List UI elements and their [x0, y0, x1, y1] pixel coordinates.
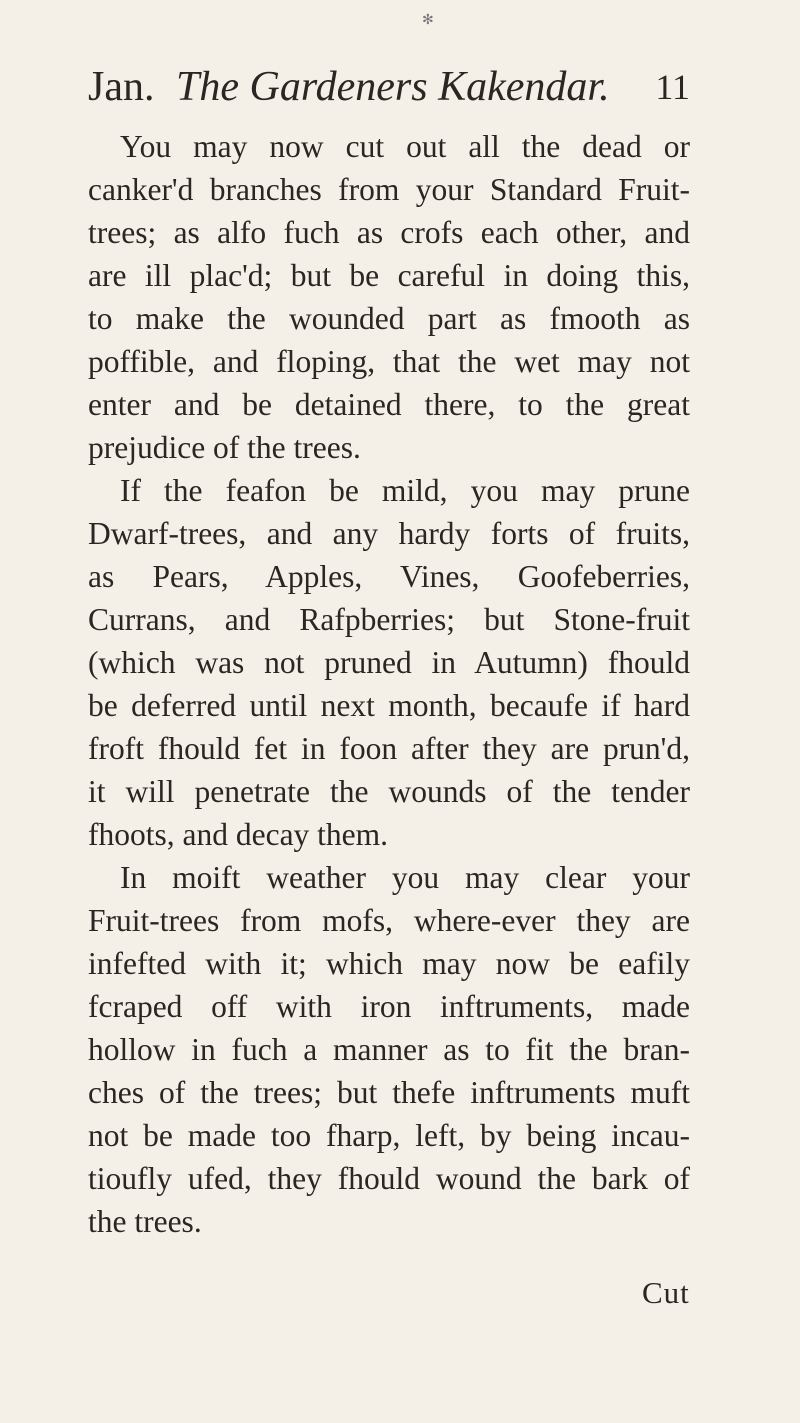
header-month: Jan. — [88, 64, 155, 110]
text-line: hollow in fuch a manner as to fit the bran- — [88, 1032, 690, 1067]
paragraph — [88, 125, 690, 469]
text-line: Fruit-trees from mofs, where-ever they are — [88, 903, 690, 938]
text-line: (which was not pruned in Autumn) fhould — [88, 645, 690, 680]
catchword: Cut — [642, 1275, 690, 1310]
text-line: tioufly ufed, they fhould wound the bark of — [88, 1161, 690, 1196]
text-line: prejudice of the trees. — [88, 430, 361, 465]
text-line: In moift weather you may clear your — [120, 860, 690, 895]
body-text — [88, 125, 690, 1243]
text-line: infefted with it; which may now be eafily — [88, 946, 690, 981]
text-line: the trees. — [88, 1204, 202, 1239]
text-line: ches of the trees; but thefe inftruments muft — [88, 1075, 690, 1110]
text-line: canker'd branches from your Standard Fruit- — [88, 172, 690, 207]
text-line: You may now cut out all the dead or — [120, 129, 690, 164]
text-line: not be made too fharp, left, by being incau- — [88, 1118, 690, 1153]
printer-mark: ✻ — [422, 13, 434, 28]
text-line: froft fhould fet in foon after they are prun'd, — [88, 731, 690, 766]
text-line: poffible, and floping, that the wet may not — [88, 344, 690, 379]
text-line: enter and be detained there, to the great — [88, 387, 690, 422]
text-line: Dwarf-trees, and any hardy forts of fruits, — [88, 516, 690, 551]
header-title: The Gardeners Kakendar. — [176, 64, 610, 110]
text-line: trees; as alfo fuch as crofs each other, and — [88, 215, 690, 250]
page-number: 11 — [655, 67, 690, 107]
text-line: as Pears, Apples, Vines, Goofeberries, — [88, 559, 690, 594]
text-line: Currans, and Rafpberries; but Stone-fruit — [88, 602, 690, 637]
text-line: be deferred until next month, becaufe if hard — [88, 688, 690, 723]
text-line: fcraped off with iron inftruments, made — [88, 989, 690, 1024]
text-line: fhoots, and decay them. — [88, 817, 389, 852]
paragraph — [88, 856, 690, 1243]
paragraph — [88, 469, 690, 856]
text-line: If the feafon be mild, you may prune — [120, 473, 690, 508]
text-line: are ill plac'd; but be careful in doing this, — [88, 258, 690, 293]
running-header — [88, 62, 690, 112]
text-line: it will penetrate the wounds of the tender — [88, 774, 690, 809]
text-line: to make the wounded part as fmooth as — [88, 301, 690, 336]
